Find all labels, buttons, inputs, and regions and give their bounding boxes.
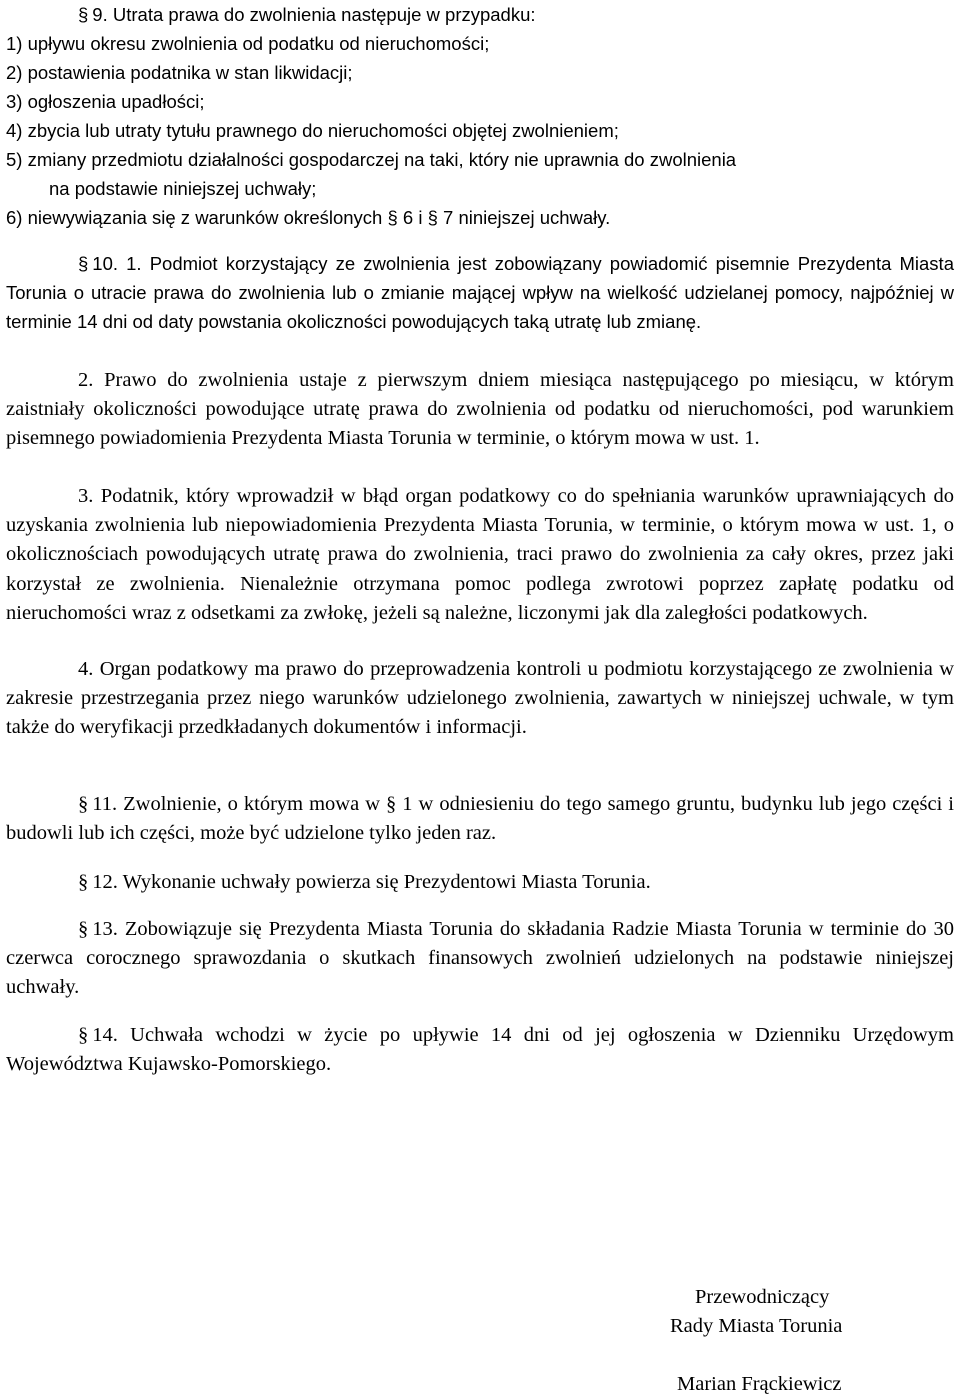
section-sign: § (78, 4, 89, 25)
section-sign: § (78, 918, 89, 940)
section-sign: § (427, 207, 438, 228)
par9-item-1: 1) upływu okresu zwolnienia od podatku od nieruchomości; (6, 33, 490, 54)
section-sign: § (78, 793, 89, 815)
section-sign: § (386, 793, 397, 815)
signature-name: Marian Frąckiewicz (677, 1373, 842, 1395)
par9-item-5: 5) zmiany przedmiotu działalności gospodarczej na taki, który nie uprawnia do zwolnienia (6, 149, 737, 170)
signature-body: Rady Miasta Torunia (670, 1315, 843, 1337)
par9-item-3: 3) ogłoszenia upadłości; (6, 91, 205, 112)
par12: § 12. Wykonanie uchwały powierza się Prezydentowi Miasta Torunia. (78, 871, 651, 893)
section-sign: § (78, 253, 89, 274)
section-sign: § (78, 871, 89, 893)
par10-point-1: § 10. 1. Podmiot korzystający ze zwolnienia jest zobowiązany powiadomić pisemnie Prezydenta Miasta Torunia o utracie prawa do zwolnienia lub o zmianie mającej wpływ na wielkość udzielanej pomocy, najpóźniej w terminie 14 dni od daty powstania okoliczności powodujących taką utratę lub zmianę. (6, 253, 954, 333)
par11: § 11. Zwolnienie, o którym mowa w § 1 w odniesieniu do tego samego gruntu, budynku lub jego części i budowli lub ich części, może być udzielone tylko jeden raz. (6, 793, 954, 845)
section-sign: § (387, 207, 398, 228)
signature-role: Przewodniczący (695, 1286, 830, 1308)
par9-item-4: 4) zbycia lub utraty tytułu prawnego do nieruchomości objętej zwolnieniem; (6, 120, 619, 141)
par9-item-6: 6) niewywiązania się z warunków określonych § 6 i § 7 niniejszej uchwały. (6, 207, 611, 228)
par13: § 13. Zobowiązuje się Prezydenta Miasta Torunia do składania Radzie Miasta Torunia w terminie do 30 czerwca corocznego sprawozdania o skutkach finansowych zwolnień udzielonych na podstawie niniejszej uchwały. (6, 918, 954, 999)
par14: § 14. Uchwała wchodzi w życie po upływie 14 dni od jej ogłoszenia w Dzienniku Urzędowym Województwa Kujawsko-Pomorskiego. (6, 1024, 954, 1076)
par9-item-2: 2) postawienia podatnika w stan likwidacji; (6, 62, 353, 83)
par10-point-2: 2. Prawo do zwolnienia ustaje z pierwszym dniem miesiąca następującego po miesiącu, w którym zaistniały okoliczności powodujące utratę prawa do zwolnienia od podatku od nieruchomości, pod warunkiem pisemnego powiadomienia Prezydenta Miasta Torunia w terminie, o którym mowa w ust. 1. (6, 369, 954, 450)
par10-point-4: 4. Organ podatkowy ma prawo do przeprowadzenia kontroli u podmiotu korzystającego ze zwolnienia w zakresie przestrzegania przez niego warunków udzielonego zwolnienia, zawartych w niniejszej uchwale, w tym także do weryfikacji przedkładanych dokumentów i informacji. (6, 658, 954, 739)
section-sign: § (78, 1024, 89, 1046)
par9-heading: § 9. Utrata prawa do zwolnienia następuje w przypadku: (78, 4, 536, 25)
par10-point-3: 3. Podatnik, który wprowadził w błąd organ podatkowy co do spełniania warunków uprawniających do uzyskania zwolnienia lub niepowiadomienia Prezydenta Miasta Torunia, w terminie, o którym mowa w ust. 1, o okolicznościach powodujących utratę prawa do zwolnienia, traci prawo do zwolnienia za cały okres, przez jaki korzystał ze zwolnienia. Nienależnie otrzymana pomoc podlega zwrotowi poprzez zapłatę podatku od nieruchomości wraz z odsetkami za zwłokę, jeżeli są należne, liczonymi jak dla zaległości podatkowych. (6, 485, 954, 624)
par9-item-5-cont: na podstawie niniejszej uchwały; (49, 178, 317, 199)
